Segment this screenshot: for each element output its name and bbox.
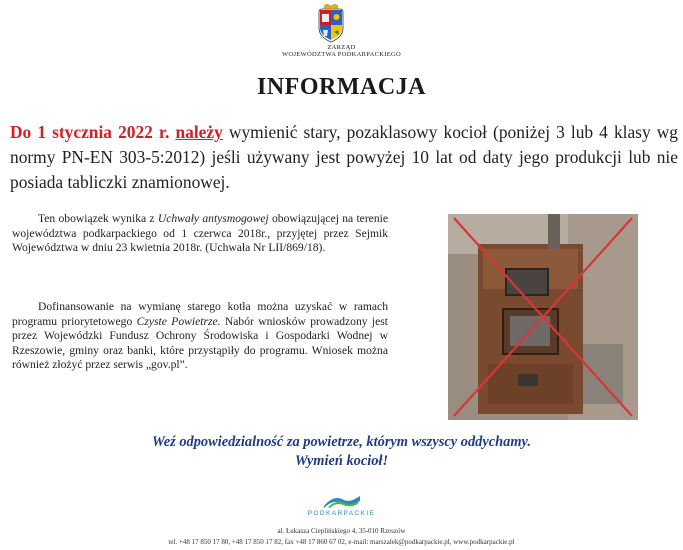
page-title: INFORMACJA [257, 74, 426, 100]
footer-address: al. Łukasza Cieplińskiego 4, 35-010 Rzeszów [277, 527, 406, 535]
lead-paragraph [10, 120, 678, 195]
deadline-date: Do 1 stycznia 2022 r. [10, 122, 170, 142]
law-text-before: Ten obowiązek wynika z [38, 212, 158, 225]
old-boiler-photo [448, 214, 638, 420]
slogan-line1: Weź odpowiedzialność za powietrze, którym wszyscy oddychamy. [152, 434, 531, 450]
org-name-line1: ZARZĄD [327, 44, 356, 51]
law-resolution-title: Uchwały antysmogowej [157, 212, 269, 225]
lead-text: wymienić stary, pozaklasowy kocioł (poniżej 3 lub 4 klasy wg normy PN-EN 303-5:2012) jeśli używany jest powyżej 10 lat od daty jego produkcji lub nie posiada tabliczki znamionowej. [10, 122, 678, 192]
org-name-line2: WOJEWÓDZTWA PODKARPACKIEGO [282, 51, 401, 58]
slogan-line2: Wymień kocioł! [294, 453, 389, 469]
podkarpackie-logo-icon [324, 492, 360, 508]
funding-paragraph [12, 300, 388, 373]
logo-text: PODKARPACKIE [307, 510, 376, 517]
program-name: Czyste Powietrze. [136, 314, 221, 328]
law-paragraph [12, 212, 388, 256]
obligation-word: należy [175, 122, 223, 142]
funding-text-before: Dofinansowanie na wymianę starego kotła można uzyskać w ramach programu priorytetowego [12, 300, 388, 328]
coat-of-arms-icon [311, 4, 351, 44]
funding-text-after: Nabór wniosków prowadzony jest przez Wojewódzki Fundusz Ochrony Środowiska i Gospodarki Wodnej w Rzeszowie, gminy oraz banki, które przystąpiły do programu. Wniosek można również złożyć przez serwis „gov.pl”. [12, 314, 389, 372]
law-text-after: obowiązującej na terenie województwa podkarpackiego od 1 czerwca 2018r., przyjętej przez Sejmik Województwa w dniu 23 kwietnia 2018r. (Uchwała Nr LII/869/18). [12, 212, 388, 255]
footer-contact: tel. +48 17 850 17 80, +48 17 850 17 82, fax +48 17 860 67 02, e-mail: marszalek@podkarpackie.pl, www.podkarpackie.pl [168, 538, 515, 546]
